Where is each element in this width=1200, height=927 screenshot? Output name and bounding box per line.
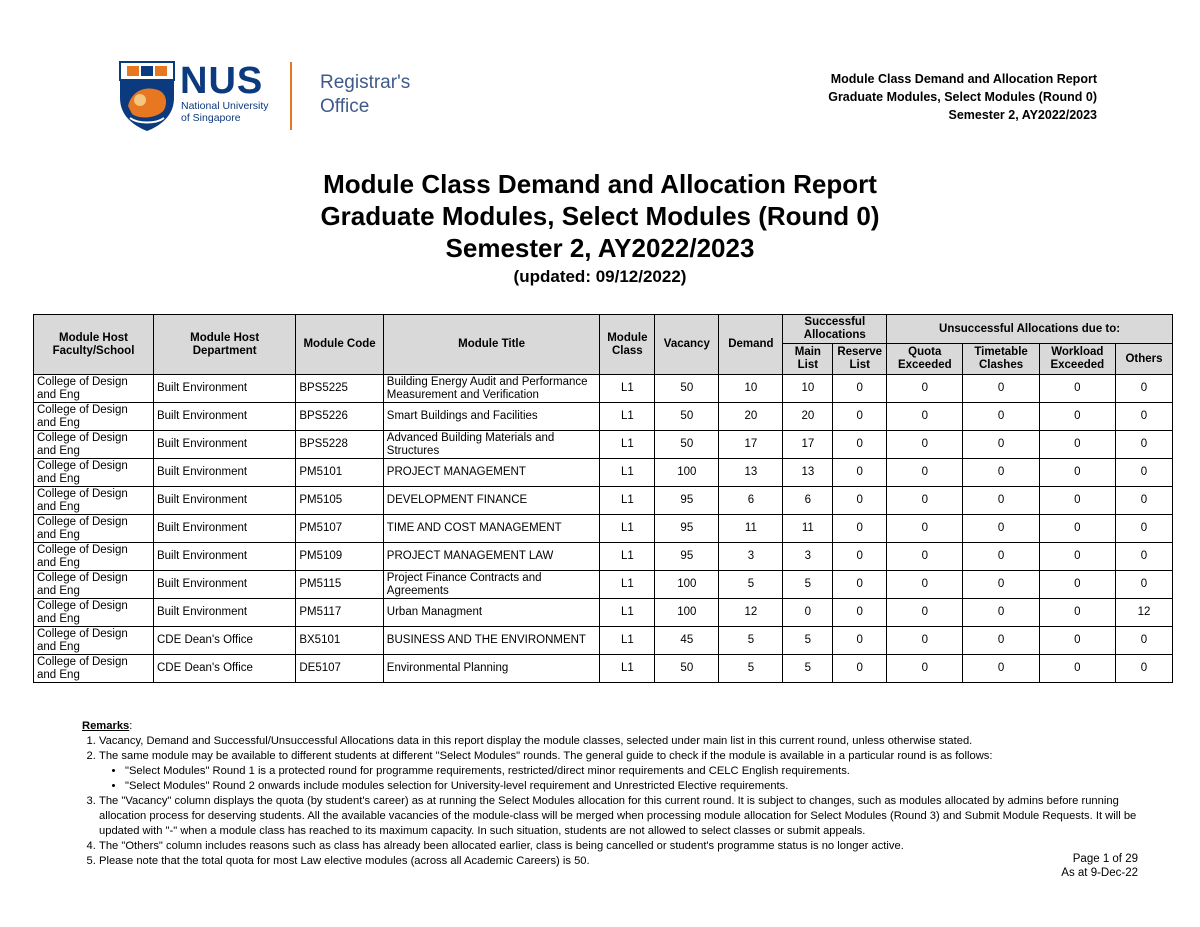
cell-others: 0 — [1115, 655, 1172, 683]
cell-demand: 10 — [719, 375, 783, 403]
cell-class: L1 — [600, 627, 655, 655]
cell-department: Built Environment — [153, 599, 295, 627]
cell-department: CDE Dean's Office — [153, 627, 295, 655]
col-header-timetable-clashes: Timetable Clashes — [963, 344, 1039, 375]
cell-main-list: 0 — [783, 599, 833, 627]
cell-workload-exceeded: 0 — [1039, 487, 1115, 515]
table-row — [34, 375, 1173, 403]
header-report-name: Module Class Demand and Allocation Report — [830, 72, 1097, 86]
cell-class: L1 — [600, 515, 655, 543]
cell-workload-exceeded: 0 — [1039, 627, 1115, 655]
cell-demand: 13 — [719, 459, 783, 487]
cell-quota-exceeded: 0 — [887, 403, 963, 431]
cell-others: 0 — [1115, 487, 1172, 515]
page-footer — [1061, 852, 1138, 880]
cell-vacancy: 95 — [655, 515, 719, 543]
table-row — [34, 459, 1173, 487]
cell-reserve-list: 0 — [833, 599, 887, 627]
remark-item: 3. The "Vacancy" column displays the quota (by student's career) as at running the Select Modules allocation for this current round. It is subject to changes, such as modules allocated by admins before running allocation process for deserving students. All the available vacancies of the module-class will be merged when processing module allocation for Select Modules (Round 3) and Submit Module Requests. It will be updated with "-" when a module class has reached to its maximum capacity. In such situation, students are not allowed to select classes or submit appeals. — [99, 794, 1142, 839]
cell-others: 0 — [1115, 459, 1172, 487]
cell-department: CDE Dean's Office — [153, 655, 295, 683]
cell-class: L1 — [600, 571, 655, 599]
remarks-heading: Remarks — [82, 720, 130, 732]
nus-wordmark: NUS — [180, 60, 264, 102]
cell-class: L1 — [600, 543, 655, 571]
cell-faculty: College of Design and Eng — [34, 627, 154, 655]
cell-others: 0 — [1115, 403, 1172, 431]
cell-class: L1 — [600, 403, 655, 431]
cell-faculty: College of Design and Eng — [34, 459, 154, 487]
title-updated-date: (updated: 09/12/2022) — [513, 267, 687, 286]
cell-code: BPS5225 — [296, 375, 383, 403]
title-line-3: Semester 2, AY2022/2023 — [445, 233, 755, 263]
cell-reserve-list: 0 — [833, 655, 887, 683]
cell-vacancy: 95 — [655, 543, 719, 571]
col-header-code: Module Code — [296, 315, 383, 375]
cell-workload-exceeded: 0 — [1039, 599, 1115, 627]
cell-main-list: 11 — [783, 515, 833, 543]
remark-item — [99, 749, 1142, 794]
cell-workload-exceeded: 0 — [1039, 459, 1115, 487]
cell-reserve-list: 0 — [833, 403, 887, 431]
cell-faculty: College of Design and Eng — [34, 655, 154, 683]
cell-quota-exceeded: 0 — [887, 543, 963, 571]
cell-timetable-clashes: 0 — [963, 403, 1039, 431]
cell-faculty: College of Design and Eng — [34, 431, 154, 459]
logo-divider — [290, 62, 292, 130]
cell-reserve-list: 0 — [833, 543, 887, 571]
table-row — [34, 599, 1173, 627]
col-header-faculty: Module Host Faculty/School — [34, 315, 154, 375]
cell-vacancy: 50 — [655, 403, 719, 431]
cell-timetable-clashes: 0 — [963, 599, 1039, 627]
cell-demand: 5 — [719, 571, 783, 599]
cell-others: 12 — [1115, 599, 1172, 627]
header-report-scope: Graduate Modules, Select Modules (Round 0) — [828, 90, 1097, 104]
cell-code: PM5105 — [296, 487, 383, 515]
cell-department: Built Environment — [153, 459, 295, 487]
cell-quota-exceeded: 0 — [887, 571, 963, 599]
cell-faculty: College of Design and Eng — [34, 515, 154, 543]
cell-quota-exceeded: 0 — [887, 375, 963, 403]
page-number: Page 1 of 29 — [1072, 853, 1138, 865]
cell-timetable-clashes: 0 — [963, 543, 1039, 571]
cell-timetable-clashes: 0 — [963, 627, 1039, 655]
table-row — [34, 627, 1173, 655]
cell-quota-exceeded: 0 — [887, 655, 963, 683]
cell-reserve-list: 0 — [833, 487, 887, 515]
cell-quota-exceeded: 0 — [887, 459, 963, 487]
cell-vacancy: 95 — [655, 487, 719, 515]
cell-demand: 6 — [719, 487, 783, 515]
cell-title: TIME AND COST MANAGEMENT — [383, 515, 600, 543]
table-row — [34, 543, 1173, 571]
cell-code: PM5109 — [296, 543, 383, 571]
cell-faculty: College of Design and Eng — [34, 543, 154, 571]
col-header-main-list: Main List — [783, 344, 833, 375]
cell-class: L1 — [600, 599, 655, 627]
cell-class: L1 — [600, 655, 655, 683]
remark-subitem: • "Select Modules" Round 2 onwards include modules selection for University-level requirement and Unrestricted Elective requirements. — [125, 779, 1142, 794]
cell-quota-exceeded: 0 — [887, 431, 963, 459]
cell-others: 0 — [1115, 543, 1172, 571]
cell-class: L1 — [600, 431, 655, 459]
cell-title: Smart Buildings and Facilities — [383, 403, 600, 431]
cell-demand: 12 — [719, 599, 783, 627]
cell-title: Urban Managment — [383, 599, 600, 627]
cell-demand: 17 — [719, 431, 783, 459]
cell-reserve-list: 0 — [833, 571, 887, 599]
allocation-table — [33, 314, 1173, 683]
cell-code: PM5101 — [296, 459, 383, 487]
cell-code: BPS5228 — [296, 431, 383, 459]
cell-title: DEVELOPMENT FINANCE — [383, 487, 600, 515]
cell-title: Project Finance Contracts and Agreements — [383, 571, 600, 599]
cell-vacancy: 50 — [655, 431, 719, 459]
cell-faculty: College of Design and Eng — [34, 571, 154, 599]
cell-title: Building Energy Audit and Performance Measurement and Verification — [383, 375, 600, 403]
col-header-vacancy: Vacancy — [655, 315, 719, 375]
cell-title: Advanced Building Materials and Structures — [383, 431, 600, 459]
table-row — [34, 515, 1173, 543]
cell-main-list: 5 — [783, 571, 833, 599]
remark-subitem: • "Select Modules" Round 1 is a protected round for programme requirements, restricted/direct minor requirements and CELC English requirements. — [125, 764, 1142, 779]
cell-class: L1 — [600, 459, 655, 487]
cell-workload-exceeded: 0 — [1039, 403, 1115, 431]
cell-vacancy: 50 — [655, 655, 719, 683]
cell-title: BUSINESS AND THE ENVIRONMENT — [383, 627, 600, 655]
nus-registrar-logo — [118, 60, 448, 136]
cell-reserve-list: 0 — [833, 431, 887, 459]
as-at-date: As at 9-Dec-22 — [1061, 867, 1138, 879]
cell-others: 0 — [1115, 431, 1172, 459]
remark-item: 5. Please note that the total quota for most Law elective modules (across all Academic Careers) is 50. — [99, 854, 1142, 869]
cell-demand: 20 — [719, 403, 783, 431]
cell-class: L1 — [600, 375, 655, 403]
cell-main-list: 6 — [783, 487, 833, 515]
cell-vacancy: 100 — [655, 459, 719, 487]
title-line-2: Graduate Modules, Select Modules (Round 0) — [320, 201, 880, 231]
cell-workload-exceeded: 0 — [1039, 515, 1115, 543]
cell-demand: 11 — [719, 515, 783, 543]
cell-reserve-list: 0 — [833, 627, 887, 655]
col-header-workload-exceeded: Workload Exceeded — [1039, 344, 1115, 375]
remark-item: 4. The "Others" column includes reasons such as class has already been allocated earlier, class is being cancelled or student's programme status is no longer active. — [99, 839, 1142, 854]
col-header-demand: Demand — [719, 315, 783, 375]
table-row — [34, 431, 1173, 459]
cell-quota-exceeded: 0 — [887, 515, 963, 543]
cell-demand: 5 — [719, 655, 783, 683]
col-header-successful: Successful Allocations — [783, 315, 887, 344]
remarks-section: Remarks: 1. Vacancy, Demand and Successful/Unsuccessful Allocations data in this report display the module classes, selected under main list in this current round, unless otherwise stated. 2. The same module may be available to different students at different "Select Modules" rounds. The general guide to check if the module is available in a particular round is as follows: • "Select Modules" Round 1 is a protected round for programme requirements, restricted/direct minor requirements and CELC English requirements. • "Select Modules" Round 2 onwards include modules selection for University-level requirement and Unrestricted Elective requirements. 3. The "Vacancy" column displays the quota (by student's career) as at running the Select Modules allocation for this current round. It is subject to changes, such as modules allocated by admins before running allocation process for deserving students. All the available vacancies of the module-class will be merged when processing module allocation for Select Modules (Round 3) and Submit Module Requests. It will be updated with "-" when a module class has reached to its maximum capacity. In such situation, students are not allowed to select classes or submit appeals. 4. The "Others" column includes reasons such as class has already been allocated earlier, class is being cancelled or student's programme status is no longer active. 5. Please note that the total quota for most Law elective modules (across all Academic Careers) is 50. — [82, 719, 1142, 869]
remark-item-text: The same module may be available to different students at different "Select Modules" rounds. The general guide to check if the module is available in a particular round is as follows: — [99, 750, 993, 762]
cell-timetable-clashes: 0 — [963, 571, 1039, 599]
nus-crest-icon — [118, 60, 176, 132]
cell-main-list: 3 — [783, 543, 833, 571]
cell-reserve-list: 0 — [833, 515, 887, 543]
cell-title: PROJECT MANAGEMENT LAW — [383, 543, 600, 571]
cell-department: Built Environment — [153, 431, 295, 459]
cell-workload-exceeded: 0 — [1039, 431, 1115, 459]
registrar-office-line2: Office — [320, 96, 370, 117]
cell-workload-exceeded: 0 — [1039, 655, 1115, 683]
cell-code: DE5107 — [296, 655, 383, 683]
table-row — [34, 403, 1173, 431]
cell-code: PM5115 — [296, 571, 383, 599]
cell-title: Environmental Planning — [383, 655, 600, 683]
cell-code: BX5101 — [296, 627, 383, 655]
col-header-reserve-list: Reserve List — [833, 344, 887, 375]
col-header-others: Others — [1115, 344, 1172, 375]
remark-sublist — [99, 764, 1142, 794]
cell-others: 0 — [1115, 515, 1172, 543]
cell-timetable-clashes: 0 — [963, 515, 1039, 543]
cell-timetable-clashes: 0 — [963, 459, 1039, 487]
cell-code: PM5107 — [296, 515, 383, 543]
col-header-title: Module Title — [383, 315, 600, 375]
col-header-class: Module Class — [600, 315, 655, 375]
cell-main-list: 5 — [783, 655, 833, 683]
table-row — [34, 487, 1173, 515]
cell-quota-exceeded: 0 — [887, 487, 963, 515]
cell-main-list: 17 — [783, 431, 833, 459]
cell-demand: 3 — [719, 543, 783, 571]
header-semester: Semester 2, AY2022/2023 — [948, 108, 1097, 122]
cell-main-list: 10 — [783, 375, 833, 403]
col-header-department: Module Host Department — [153, 315, 295, 375]
nus-subtitle-line1: National University — [181, 100, 269, 112]
cell-quota-exceeded: 0 — [887, 627, 963, 655]
table-row — [34, 655, 1173, 683]
cell-vacancy: 50 — [655, 375, 719, 403]
cell-workload-exceeded: 0 — [1039, 571, 1115, 599]
cell-main-list: 20 — [783, 403, 833, 431]
report-title — [0, 168, 1200, 290]
nus-subtitle-line2: of Singapore — [181, 112, 241, 124]
title-line-1: Module Class Demand and Allocation Report — [323, 169, 877, 199]
cell-department: Built Environment — [153, 571, 295, 599]
col-header-quota-exceeded: Quota Exceeded — [887, 344, 963, 375]
cell-timetable-clashes: 0 — [963, 655, 1039, 683]
cell-faculty: College of Design and Eng — [34, 487, 154, 515]
cell-main-list: 5 — [783, 627, 833, 655]
cell-code: BPS5226 — [296, 403, 383, 431]
registrar-office-line1: Registrar's — [320, 72, 411, 93]
cell-others: 0 — [1115, 375, 1172, 403]
cell-reserve-list: 0 — [833, 375, 887, 403]
cell-demand: 5 — [719, 627, 783, 655]
table-row — [34, 571, 1173, 599]
page-header-right — [828, 70, 1097, 124]
cell-others: 0 — [1115, 571, 1172, 599]
cell-workload-exceeded: 0 — [1039, 543, 1115, 571]
cell-department: Built Environment — [153, 515, 295, 543]
remark-item: 1. Vacancy, Demand and Successful/Unsuccessful Allocations data in this report display the module classes, selected under main list in this current round, unless otherwise stated. — [99, 734, 1142, 749]
cell-timetable-clashes: 0 — [963, 487, 1039, 515]
cell-faculty: College of Design and Eng — [34, 599, 154, 627]
cell-code: PM5117 — [296, 599, 383, 627]
cell-title: PROJECT MANAGEMENT — [383, 459, 600, 487]
cell-vacancy: 45 — [655, 627, 719, 655]
cell-quota-exceeded: 0 — [887, 599, 963, 627]
cell-timetable-clashes: 0 — [963, 431, 1039, 459]
cell-department: Built Environment — [153, 543, 295, 571]
cell-department: Built Environment — [153, 375, 295, 403]
cell-workload-exceeded: 0 — [1039, 375, 1115, 403]
cell-faculty: College of Design and Eng — [34, 403, 154, 431]
cell-others: 0 — [1115, 627, 1172, 655]
cell-faculty: College of Design and Eng — [34, 375, 154, 403]
table-body — [34, 375, 1173, 683]
cell-reserve-list: 0 — [833, 459, 887, 487]
cell-main-list: 13 — [783, 459, 833, 487]
remarks-list — [82, 734, 1142, 869]
cell-vacancy: 100 — [655, 599, 719, 627]
cell-timetable-clashes: 0 — [963, 375, 1039, 403]
col-header-unsuccessful: Unsuccessful Allocations due to: — [887, 315, 1173, 344]
cell-department: Built Environment — [153, 403, 295, 431]
cell-vacancy: 100 — [655, 571, 719, 599]
cell-class: L1 — [600, 487, 655, 515]
cell-department: Built Environment — [153, 487, 295, 515]
